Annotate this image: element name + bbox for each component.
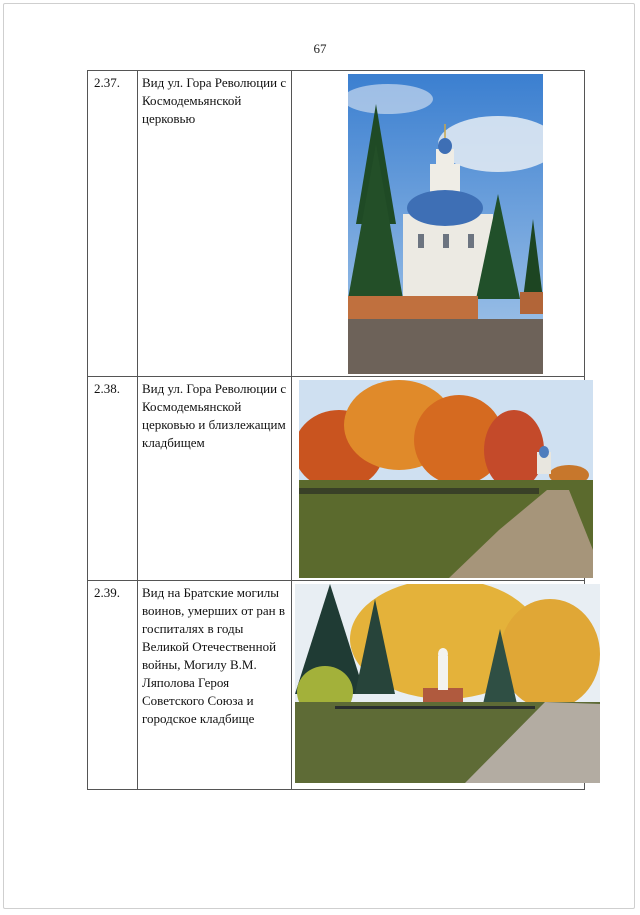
church-photo	[348, 74, 543, 374]
table-row	[88, 377, 585, 581]
row-number: 2.37.	[88, 71, 138, 377]
monuments-table	[87, 70, 585, 790]
memorial-photo	[295, 584, 600, 783]
table-row	[88, 71, 585, 377]
photo-cell	[292, 377, 585, 581]
cemetery-road-photo	[299, 380, 593, 578]
row-description: Вид на Братские могилы воинов, умерших от ран в госпиталях в годы Великой Отечественной войны, Могилу В.М. Ляполова Героя Советского Союза и городское кладбище	[138, 581, 292, 790]
row-number: 2.38.	[88, 377, 138, 581]
photo-cell	[292, 71, 585, 377]
row-description: Вид ул. Гора Революции с Космодемьянской церковью	[138, 71, 292, 377]
photo-cell	[292, 581, 585, 790]
page-number: 67	[313, 41, 327, 56]
row-description: Вид ул. Гора Революции с Космодемьянской церковью и близлежащим кладбищем	[138, 377, 292, 581]
row-number: 2.39.	[88, 581, 138, 790]
table-row	[88, 581, 585, 790]
